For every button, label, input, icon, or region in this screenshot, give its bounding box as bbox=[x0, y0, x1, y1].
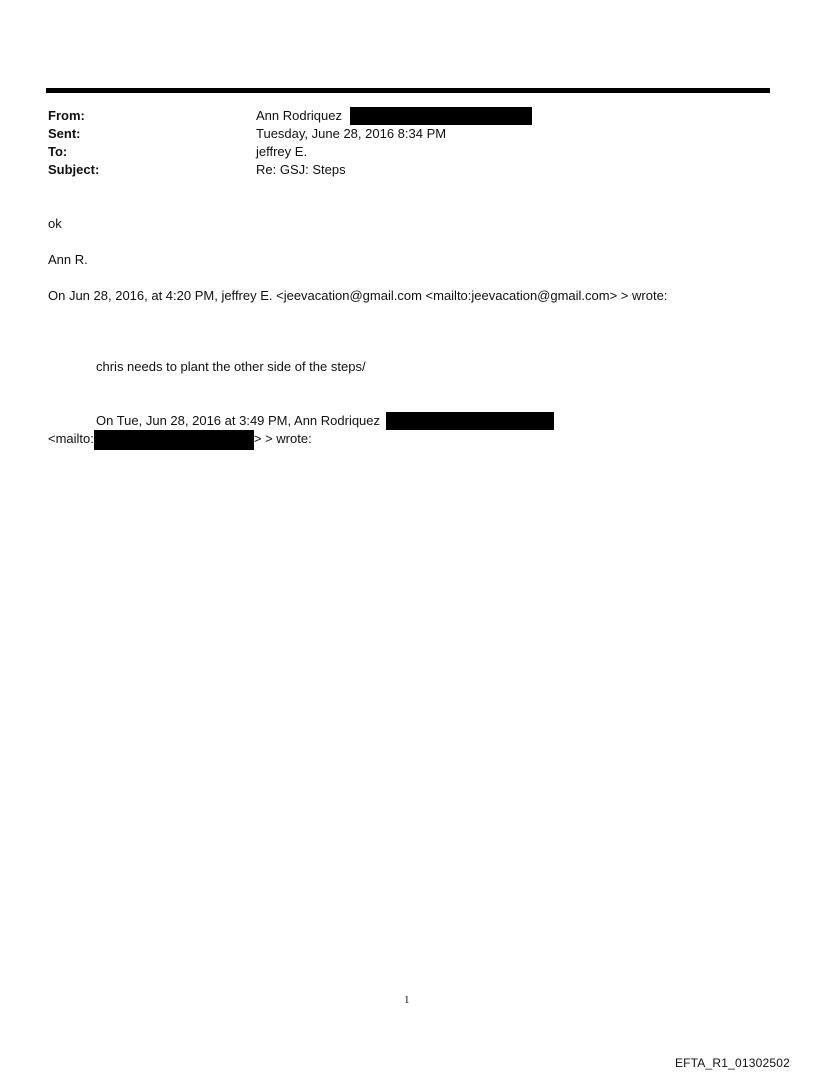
subject-label: Subject: bbox=[48, 162, 100, 177]
sent-value: Tuesday, June 28, 2016 8:34 PM bbox=[256, 126, 447, 141]
nested-attribution-text: On Tue, Jun 28, 2016 at 3:49 PM, Ann Rodriquez bbox=[96, 413, 381, 428]
bates-number: EFTA_R1_01302502 bbox=[674, 1056, 790, 1070]
signature: Ann R. bbox=[48, 252, 88, 267]
from-label: From: bbox=[48, 108, 85, 123]
redaction-block bbox=[94, 430, 254, 450]
wrote-suffix: > > wrote: bbox=[253, 431, 312, 446]
sent-label: Sent: bbox=[48, 126, 81, 141]
nested-quote-mailto bbox=[48, 430, 312, 450]
redaction-block bbox=[386, 412, 554, 430]
quoted-message: chris needs to plant the other side of the steps/ bbox=[96, 359, 366, 374]
mailto-prefix: <mailto: bbox=[48, 431, 94, 446]
reply-text: ok bbox=[48, 216, 62, 231]
header-rule bbox=[46, 88, 770, 93]
nested-quote-attribution bbox=[96, 412, 554, 430]
subject-value: Re: GSJ: Steps bbox=[256, 162, 346, 177]
to-value: jeffrey E. bbox=[256, 144, 308, 159]
quote-attribution: On Jun 28, 2016, at 4:20 PM, jeffrey E. <jeevacation@gmail.com <mailto:jeevacation@gmail.com> > wrote: bbox=[48, 288, 668, 303]
from-name: Ann Rodriquez bbox=[256, 108, 342, 123]
redaction-block bbox=[350, 107, 532, 125]
from-value bbox=[256, 107, 532, 125]
to-label: To: bbox=[48, 144, 68, 159]
page-number: 1 bbox=[404, 994, 410, 1006]
